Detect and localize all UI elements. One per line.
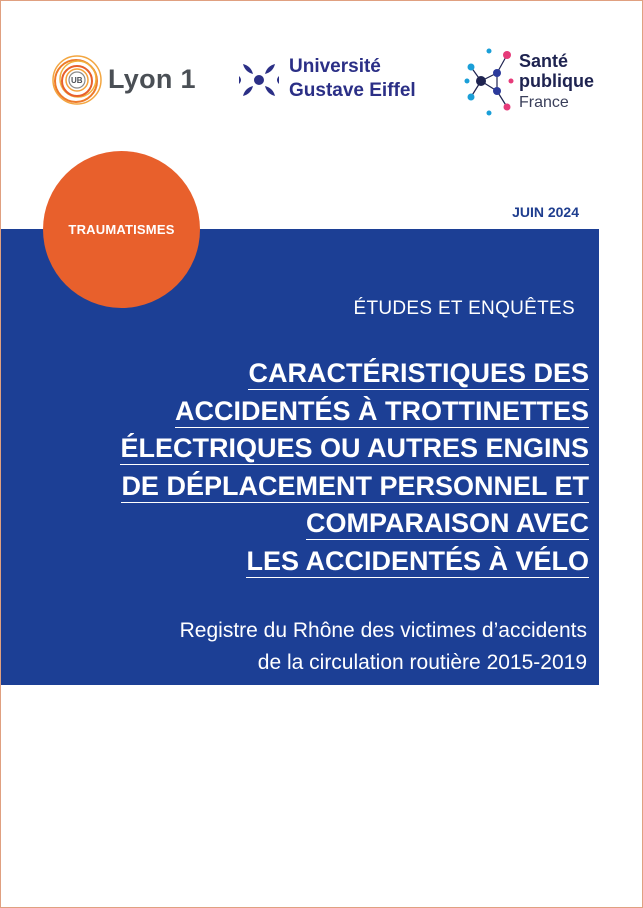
subtitle-line: de la circulation routière 2015-2019 (257, 651, 587, 674)
category-badge (43, 151, 200, 308)
publication-date: JUIN 2024 (512, 204, 579, 220)
title-line-text: ÉLECTRIQUES OU AUTRES ENGINS (120, 433, 589, 463)
title-line (89, 355, 589, 393)
title-line-text: CARACTÉRISTIQUES DES (248, 358, 589, 388)
report-title (89, 355, 589, 580)
title-line (89, 505, 589, 543)
title-line (89, 543, 589, 581)
spf-logo-line3: France (519, 94, 569, 111)
section-label: ÉTUDES ET ENQUÊTES (353, 298, 575, 319)
svg-text:UB: UB (71, 76, 83, 85)
spf-network-logo-icon (463, 43, 517, 121)
spf-logo-line2: publique (519, 71, 594, 91)
title-line (89, 468, 589, 506)
ucbl-sun-logo-icon (51, 46, 107, 116)
category-badge-label: TRAUMATISMES (68, 222, 175, 237)
lyon1-logo-text: Lyon 1 (108, 64, 196, 94)
uge-logo-icon (237, 58, 281, 102)
sante-publique-france-logo (463, 43, 613, 121)
lyon1-logo (51, 46, 211, 116)
title-line-text: ACCIDENTÉS À TROTTINETTES (174, 395, 589, 426)
subtitle-line: Registre du Rhône des victimes d’accidents (179, 619, 587, 642)
title-line-text: COMPARAISON AVEC (305, 508, 589, 538)
spf-logo-line1: Santé (519, 51, 569, 71)
title-line-text: LES ACCIDENTÉS À VÉLO (246, 545, 589, 576)
title-line (89, 393, 589, 431)
uge-logo-line1: Université (289, 56, 381, 77)
title-line-text: DE DÉPLACEMENT PERSONNEL ET (121, 470, 589, 501)
uge-logo-line2: Gustave Eiffel (289, 80, 416, 101)
report-subtitle (67, 615, 587, 679)
universite-gustave-eiffel-logo (237, 56, 447, 106)
title-line (89, 430, 589, 468)
